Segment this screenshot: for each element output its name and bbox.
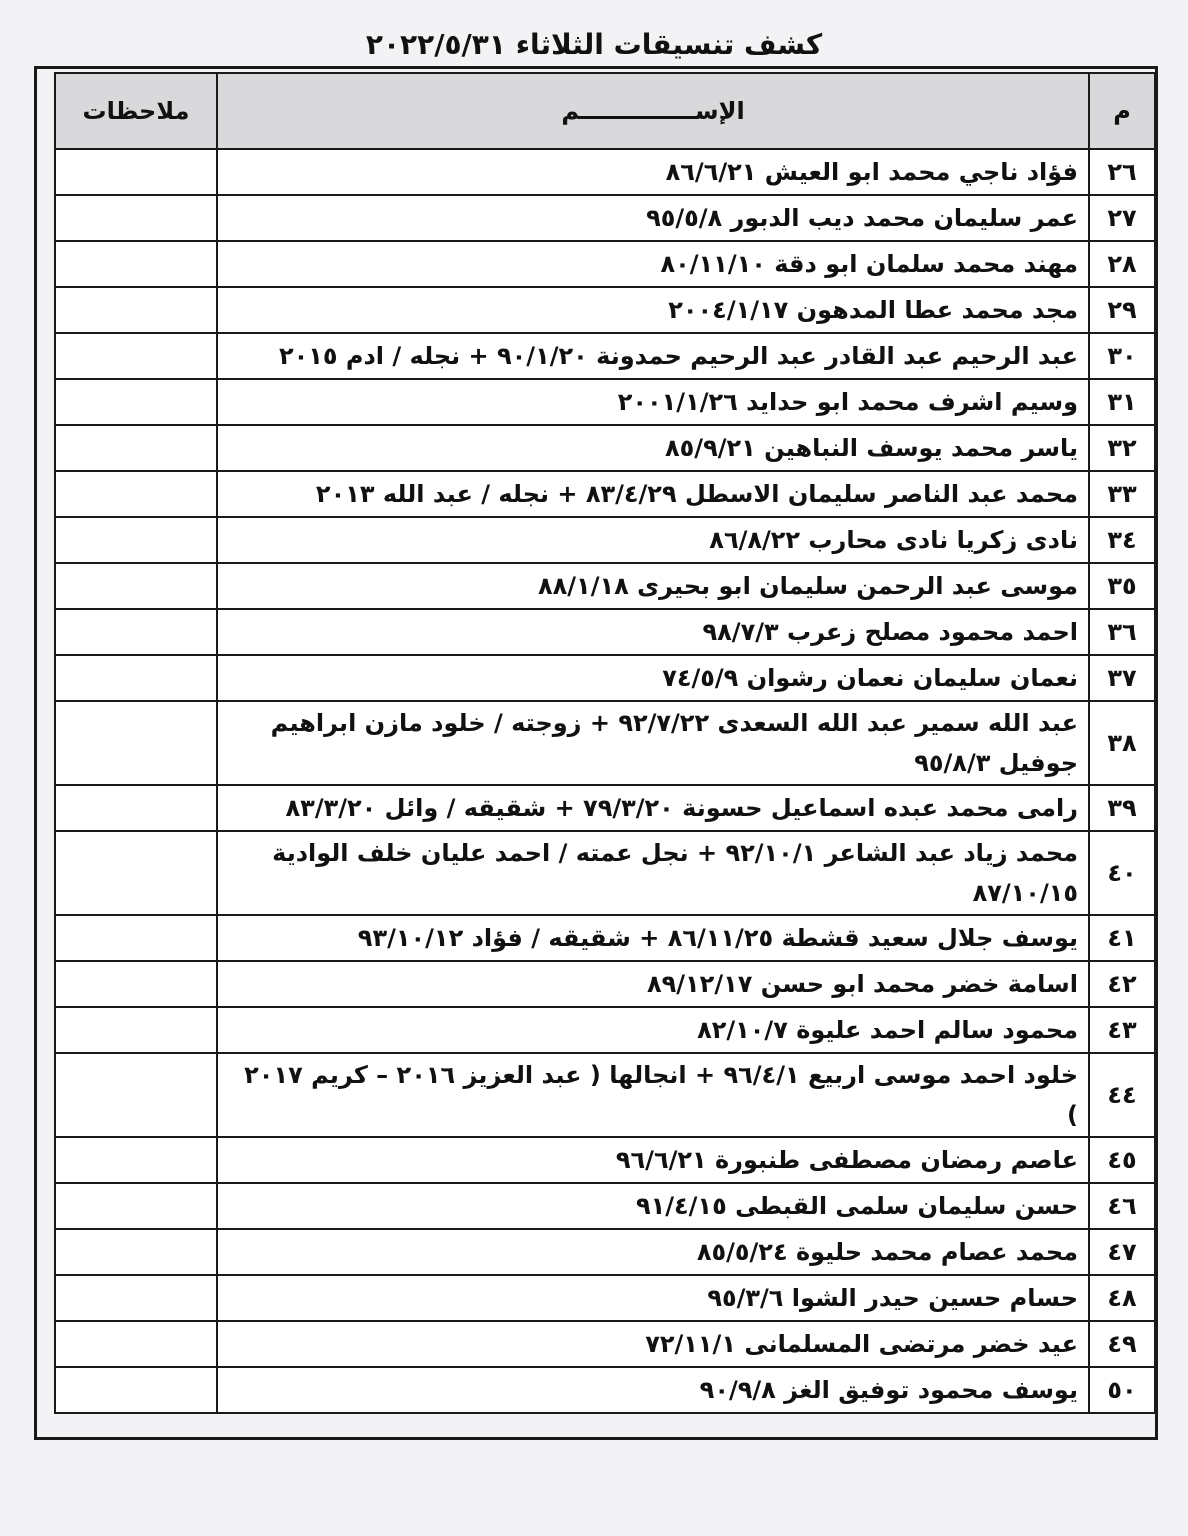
row-num: ٣٤ [1089, 517, 1155, 563]
row-notes [55, 1053, 217, 1137]
row-name: مجد محمد عطا المدهون ٢٠٠٤/١/١٧ [217, 287, 1089, 333]
row-name: فؤاد ناجي محمد ابو العيش ٨٦/٦/٢١ [217, 149, 1089, 195]
row-num: ٤٤ [1089, 1053, 1155, 1137]
row-name: احمد محمود مصلح زعرب ٩٨/٧/٣ [217, 609, 1089, 655]
table-row [55, 563, 1155, 609]
row-num: ٣١ [1089, 379, 1155, 425]
row-notes [55, 241, 217, 287]
row-notes [55, 915, 217, 961]
row-notes [55, 1137, 217, 1183]
row-notes [55, 333, 217, 379]
row-name: محمد زياد عبد الشاعر ٩٢/١٠/١ + نجل عمته / احمد عليان خلف الوادية ٨٧/١٠/١٥ [217, 831, 1089, 915]
table-row [55, 961, 1155, 1007]
table-row [55, 1183, 1155, 1229]
table-row [55, 1007, 1155, 1053]
row-name: يوسف محمود توفيق الغز ٩٠/٩/٨ [217, 1367, 1089, 1413]
row-name: نادى زكريا نادى محارب ٨٦/٨/٢٢ [217, 517, 1089, 563]
row-name: اسامة خضر محمد ابو حسن ٨٩/١٢/١٧ [217, 961, 1089, 1007]
table-row [55, 1229, 1155, 1275]
row-notes [55, 379, 217, 425]
row-num: ٤٢ [1089, 961, 1155, 1007]
header-notes: ملاحظات [55, 73, 217, 149]
row-num: ٣٠ [1089, 333, 1155, 379]
row-name: رامى محمد عبده اسماعيل حسونة ٧٩/٣/٢٠ + شقيقه / وائل ٨٣/٣/٢٠ [217, 785, 1089, 831]
table-row [55, 655, 1155, 701]
row-notes [55, 149, 217, 195]
row-num: ٣٧ [1089, 655, 1155, 701]
row-notes [55, 563, 217, 609]
row-num: ٤٠ [1089, 831, 1155, 915]
table-row [55, 195, 1155, 241]
row-notes [55, 1275, 217, 1321]
row-name: حسام حسين حيدر الشوا ٩٥/٣/٦ [217, 1275, 1089, 1321]
row-name: حسن سليمان سلمى القبطى ٩١/٤/١٥ [217, 1183, 1089, 1229]
row-notes [55, 1007, 217, 1053]
row-notes [55, 471, 217, 517]
row-num: ٥٠ [1089, 1367, 1155, 1413]
row-name: عيد خضر مرتضى المسلمانى ٧٢/١١/١ [217, 1321, 1089, 1367]
row-name: وسيم اشرف محمد ابو حدايد ٢٠٠١/١/٢٦ [217, 379, 1089, 425]
names-table [54, 72, 1156, 1414]
row-name: خلود احمد موسى اربيع ٩٦/٤/١ + انجالها ( عبد العزيز ٢٠١٦ – كريم ٢٠١٧ ) [217, 1053, 1089, 1137]
row-notes [55, 701, 217, 785]
row-name: عبد الله سمير عبد الله السعدى ٩٢/٧/٢٢ + زوجته / خلود مازن ابراهيم جوفيل ٩٥/٨/٣ [217, 701, 1089, 785]
table-row [55, 609, 1155, 655]
table-row [55, 149, 1155, 195]
table-row [55, 831, 1155, 915]
row-num: ٤٦ [1089, 1183, 1155, 1229]
table-row [55, 517, 1155, 563]
table-row [55, 1053, 1155, 1137]
row-notes [55, 609, 217, 655]
table-row [55, 1321, 1155, 1367]
row-num: ٢٩ [1089, 287, 1155, 333]
row-num: ٢٨ [1089, 241, 1155, 287]
row-name: عاصم رمضان مصطفى طنبورة ٩٦/٦/٢١ [217, 1137, 1089, 1183]
row-notes [55, 1229, 217, 1275]
header-name: الإســــــــــــــم [217, 73, 1089, 149]
row-num: ٤١ [1089, 915, 1155, 961]
row-notes [55, 961, 217, 1007]
row-num: ٣٣ [1089, 471, 1155, 517]
row-name: مهند محمد سلمان ابو دقة ٨٠/١١/١٠ [217, 241, 1089, 287]
row-num: ٢٦ [1089, 149, 1155, 195]
table-row [55, 785, 1155, 831]
row-num: ٤٧ [1089, 1229, 1155, 1275]
row-num: ٣٦ [1089, 609, 1155, 655]
table-row [55, 915, 1155, 961]
row-num: ٤٣ [1089, 1007, 1155, 1053]
row-notes [55, 517, 217, 563]
table-row [55, 1367, 1155, 1413]
table-header-row [55, 73, 1155, 149]
table-body [55, 149, 1155, 1413]
table-row [55, 701, 1155, 785]
row-notes [55, 287, 217, 333]
row-name: محمد عبد الناصر سليمان الاسطل ٨٣/٤/٢٩ + نجله / عبد الله ٢٠١٣ [217, 471, 1089, 517]
table-row [55, 1137, 1155, 1183]
row-notes [55, 195, 217, 241]
row-notes [55, 425, 217, 471]
row-notes [55, 655, 217, 701]
row-num: ٣٨ [1089, 701, 1155, 785]
table-row [55, 1275, 1155, 1321]
row-name: ياسر محمد يوسف النباهين ٨٥/٩/٢١ [217, 425, 1089, 471]
table-row [55, 241, 1155, 287]
row-name: يوسف جلال سعيد قشطة ٨٦/١١/٢٥ + شقيقه / فؤاد ٩٣/١٠/١٢ [217, 915, 1089, 961]
row-num: ٤٥ [1089, 1137, 1155, 1183]
row-notes [55, 831, 217, 915]
row-name: عبد الرحيم عبد القادر عبد الرحيم حمدونة ٩٠/١/٢٠ + نجله / ادم ٢٠١٥ [217, 333, 1089, 379]
table-row [55, 333, 1155, 379]
row-num: ٤٩ [1089, 1321, 1155, 1367]
header-num: م [1089, 73, 1155, 149]
row-name: موسى عبد الرحمن سليمان ابو بحيرى ٨٨/١/١٨ [217, 563, 1089, 609]
page-title: كشف تنسيقات الثلاثاء ٢٠٢٢/٥/٣١ [365, 28, 823, 61]
row-name: عمر سليمان محمد ديب الدبور ٩٥/٥/٨ [217, 195, 1089, 241]
row-notes [55, 785, 217, 831]
row-num: ٣٢ [1089, 425, 1155, 471]
row-notes [55, 1367, 217, 1413]
table-row [55, 379, 1155, 425]
row-name: محمود سالم احمد عليوة ٨٢/١٠/٧ [217, 1007, 1089, 1053]
table-row [55, 425, 1155, 471]
table-row [55, 471, 1155, 517]
row-num: ٤٨ [1089, 1275, 1155, 1321]
table-row [55, 287, 1155, 333]
row-num: ٣٩ [1089, 785, 1155, 831]
row-name: محمد عصام محمد حليوة ٨٥/٥/٢٤ [217, 1229, 1089, 1275]
row-num: ٢٧ [1089, 195, 1155, 241]
row-name: نعمان سليمان نعمان رشوان ٧٤/٥/٩ [217, 655, 1089, 701]
row-notes [55, 1183, 217, 1229]
row-notes [55, 1321, 217, 1367]
row-num: ٣٥ [1089, 563, 1155, 609]
